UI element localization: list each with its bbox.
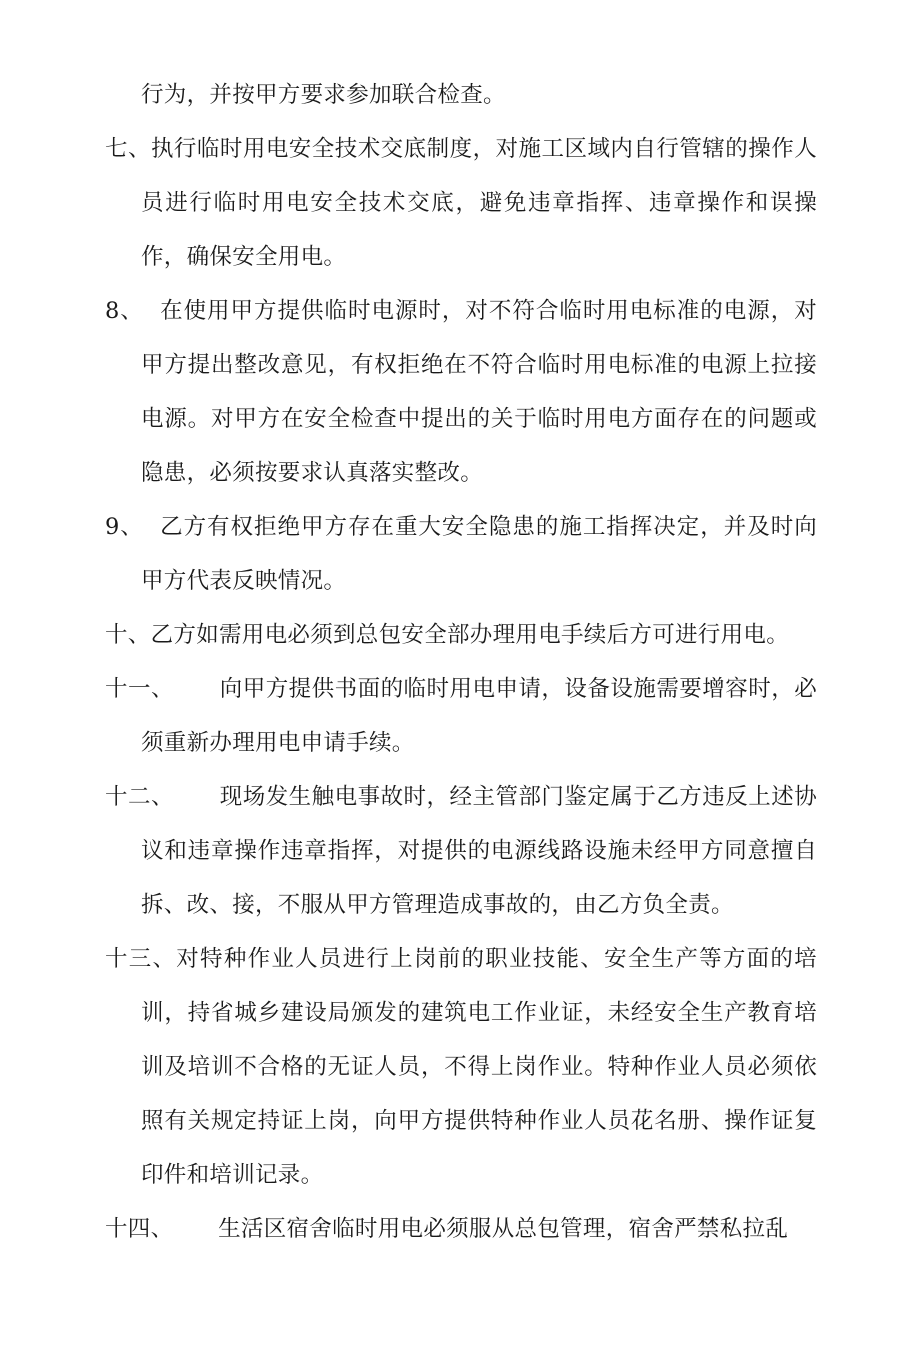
carryover-line — [105, 68, 817, 122]
clause-text: 对特种作业人员进行上岗前的职业技能、安全生产等方面的培训，持省城乡建设局颁发的建筑电工作业证，未经安全生产教育培训及培训不合格的无证人员，不得上岗作业。特种作业人员必须依照有关规定持证上岗，向甲方提供特种作业人员花名册、操作证复印件和培训记录。 — [141, 946, 817, 1188]
clause-text: 现场发生触电事故时，经主管部门鉴定属于乙方违反上述协议和违章操作违章指挥，对提供的电源线路设施未经甲方同意擅自拆、改、接，不服从甲方管理造成事故的，由乙方负全责。 — [141, 784, 817, 918]
clause-paragraph — [105, 122, 817, 284]
clause-text: 乙方有权拒绝甲方存在重大安全隐患的施工指挥决定，并及时向甲方代表反映情况。 — [141, 514, 818, 594]
clause-marker: 十三、 — [105, 946, 177, 972]
clause-text: 行为，并按甲方要求参加联合检查。 — [141, 82, 506, 108]
clause-text: 在使用甲方提供临时电源时，对不符合临时用电标准的电源，对甲方提出整改意见，有权拒绝在不符合临时用电标准的电源上拉接电源。对甲方在安全检查中提出的关于临时用电方面存在的问题或隐患，必须按要求认真落实整改。 — [141, 298, 818, 486]
clause-marker-gap — [144, 514, 160, 540]
clause-text: 执行临时用电安全技术交底制度，对施工区域内自行管辖的操作人员进行临时用电安全技术交底，避免违章指挥、违章操作和误操作，确保安全用电。 — [141, 136, 817, 270]
clause-marker-gap — [174, 676, 220, 702]
clause-paragraph — [105, 770, 817, 932]
clause-text: 乙方如需用电必须到总包安全部办理用电手续后方可进行用电。 — [150, 622, 790, 648]
clause-marker: 9、 — [105, 514, 144, 540]
clause-marker: 十二、 — [105, 784, 174, 810]
clause-marker-gap — [173, 1216, 218, 1242]
clause-marker: 十、 — [105, 622, 151, 648]
clause-marker: 十一、 — [105, 676, 174, 702]
clause-marker-gap — [144, 298, 160, 324]
clause-paragraph — [105, 500, 817, 608]
clause-paragraph — [105, 608, 817, 662]
clause-marker-gap — [174, 784, 220, 810]
clause-text: 生活区宿舍临时用电必须服从总包管理，宿舍严禁私拉乱 — [218, 1216, 789, 1242]
document-body — [105, 68, 817, 1256]
clause-marker: 8、 — [105, 298, 144, 324]
clause-paragraph — [105, 1202, 817, 1256]
clause-marker: 七、 — [105, 136, 151, 162]
clause-paragraph — [105, 284, 817, 500]
clause-text: 向甲方提供书面的临时用电申请，设备设施需要增容时，必须重新办理用电申请手续。 — [141, 676, 817, 756]
clause-paragraph — [105, 662, 817, 770]
clause-marker: 十四、 — [105, 1216, 174, 1242]
clause-paragraph — [105, 932, 817, 1202]
